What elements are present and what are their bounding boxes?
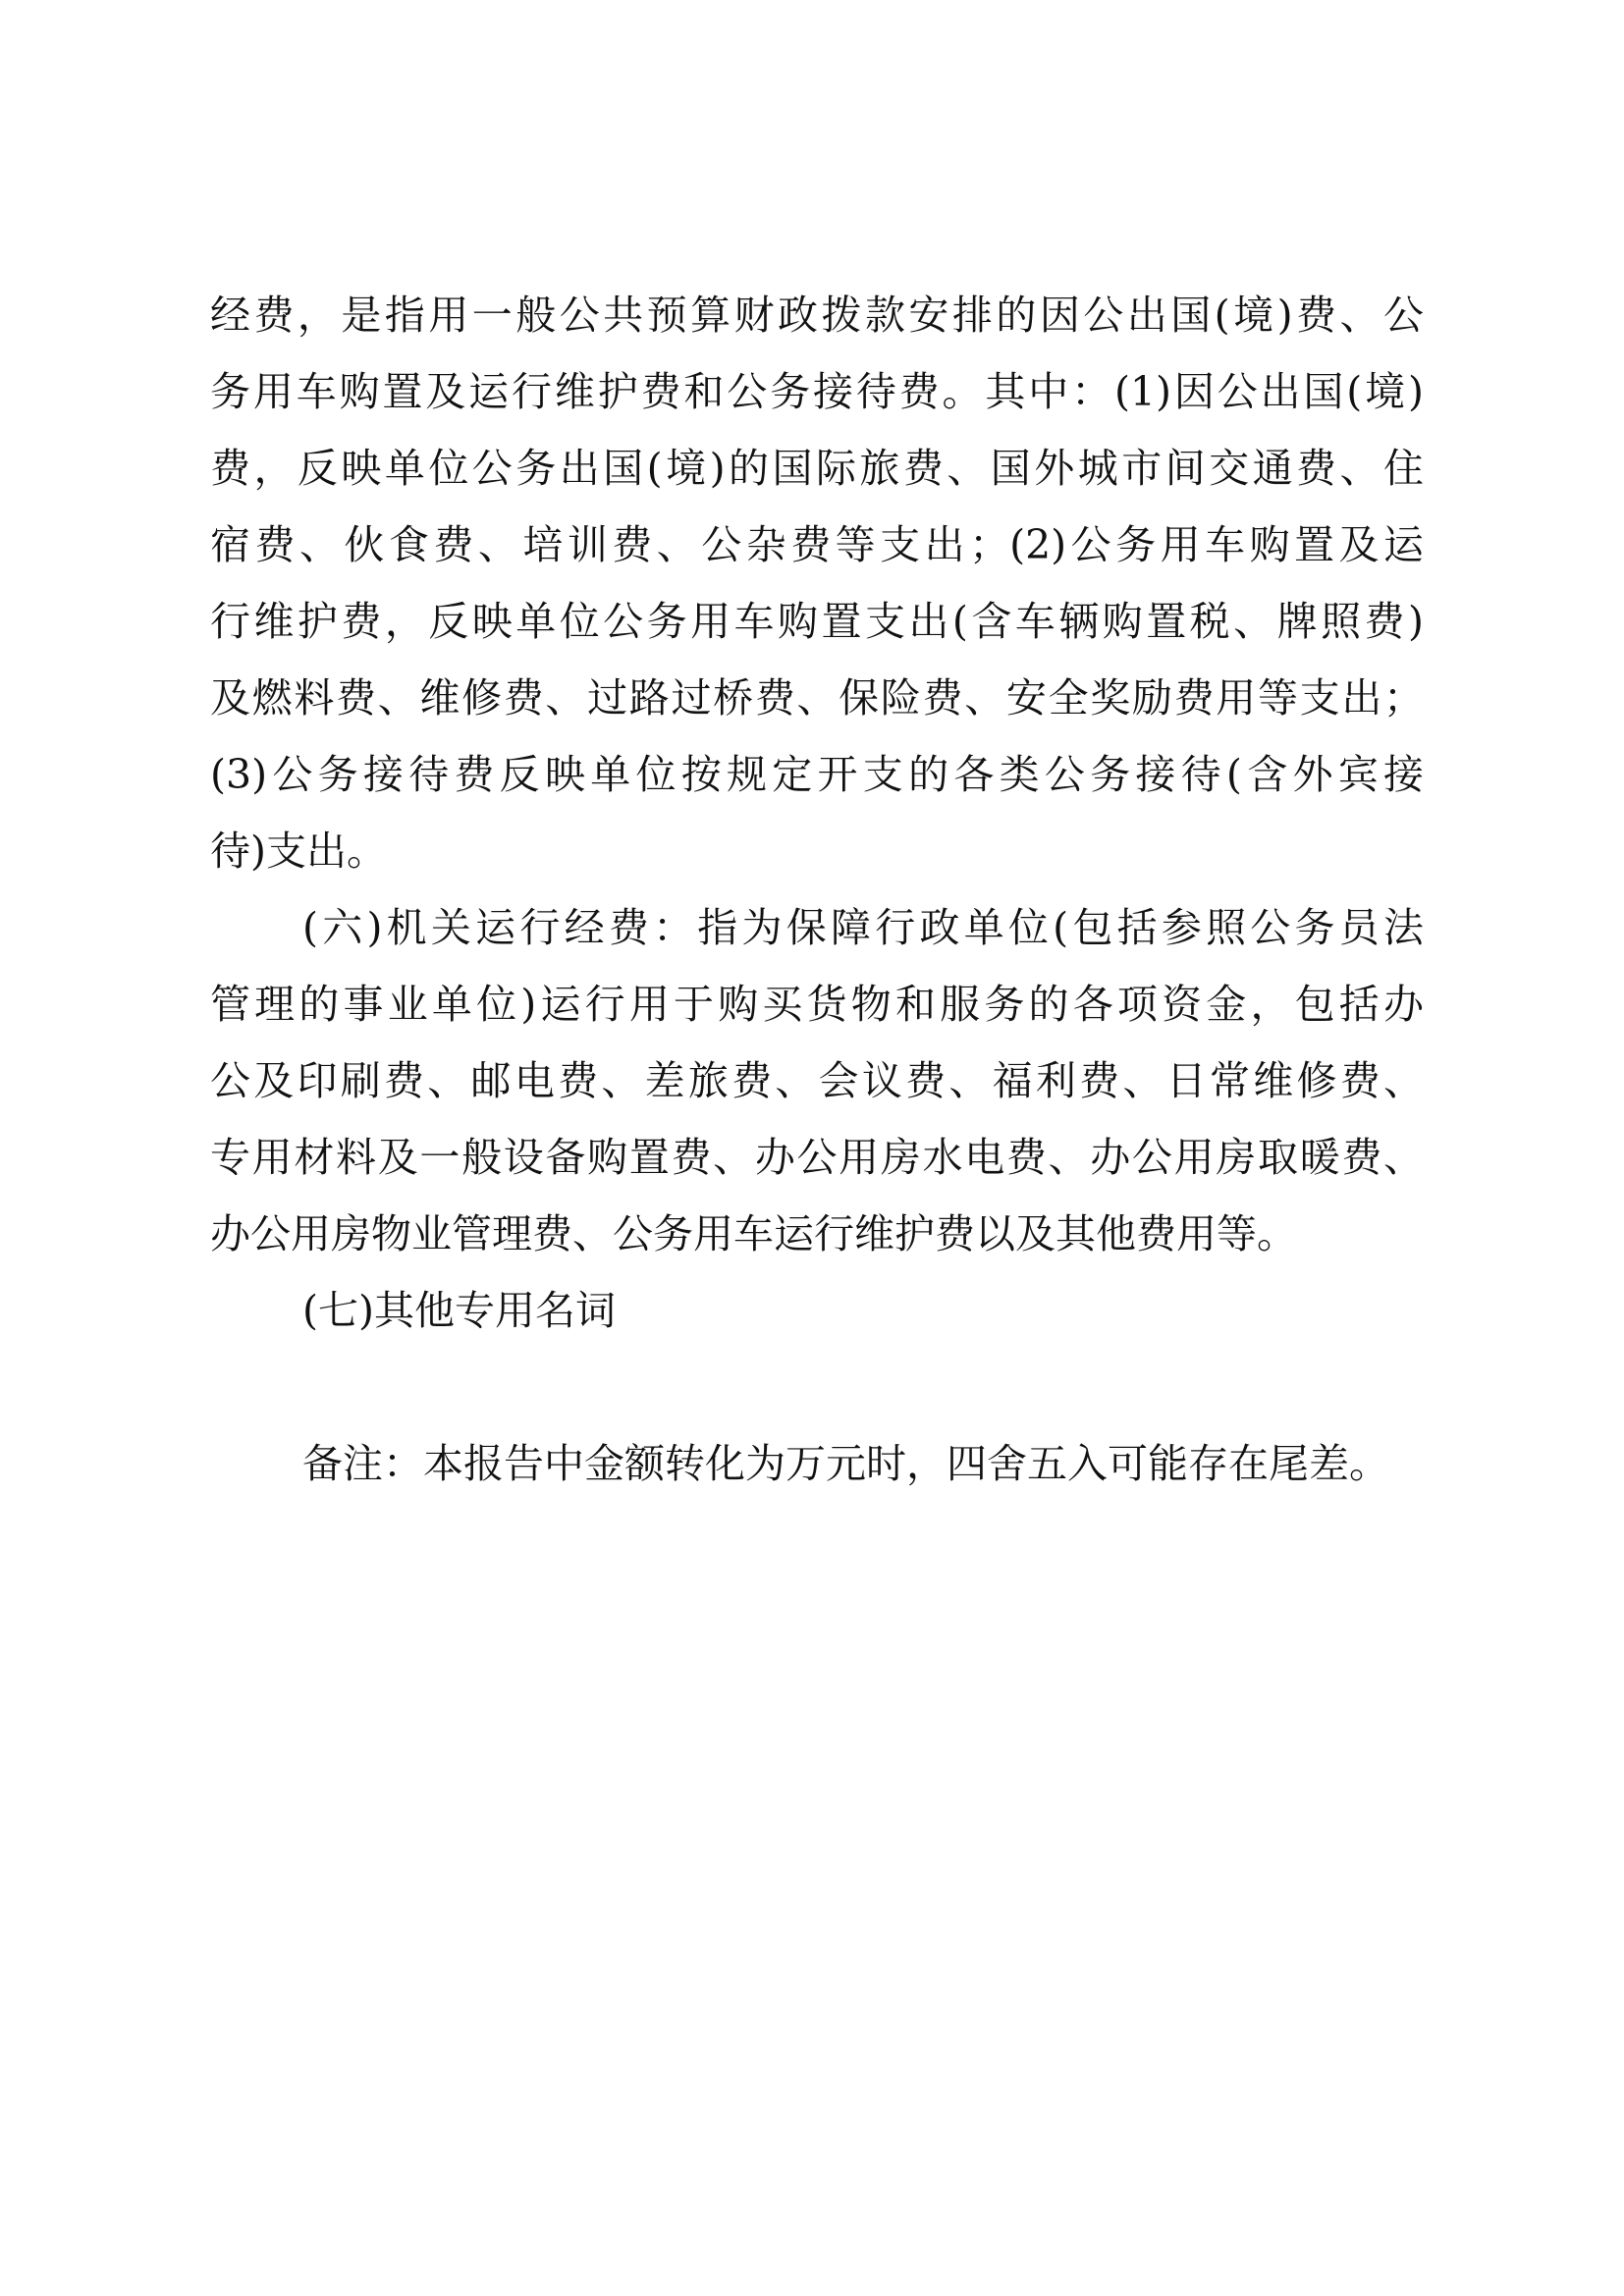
paragraph-public-expenses bbox=[210, 277, 1424, 889]
paragraph-operating-expenses bbox=[210, 889, 1424, 1272]
text-line: 及燃料费、维修费、过路过桥费、保险费、安全奖励费用等支出； bbox=[210, 674, 1424, 721]
document-body bbox=[210, 277, 1424, 1502]
text-line: 专用材料及一般设备购置费、办公用房水电费、办公用房取暖费、 bbox=[210, 1134, 1424, 1181]
text-line: (3)公务接待费反映单位按规定开支的各类公务接待(含外宾接 bbox=[210, 751, 1424, 798]
footnote: 备注：本报告中金额转化为万元时，四舍五入可能存在尾差。 bbox=[302, 1440, 1389, 1487]
text-line: 费，反映单位公务出国(境)的国际旅费、国外城市间交通费、住 bbox=[210, 445, 1424, 492]
text-line: 行维护费，反映单位公务用车购置支出(含车辆购置税、牌照费) bbox=[210, 598, 1424, 645]
text-line: 办公用房物业管理费、公务用车运行维护费以及其他费用等。 bbox=[210, 1210, 1297, 1257]
text-line: 待)支出。 bbox=[210, 828, 387, 875]
text-line: 宿费、伙食费、培训费、公杂费等支出；(2)公务用车购置及运 bbox=[210, 521, 1424, 568]
text-line: 公及印刷费、邮电费、差旅费、会议费、福利费、日常维修费、 bbox=[210, 1057, 1424, 1104]
text-line: 管理的事业单位)运行用于购买货物和服务的各项资金，包括办 bbox=[210, 981, 1424, 1028]
text-line: 经费，是指用一般公共预算财政拨款安排的因公出国(境)费、公 bbox=[210, 292, 1424, 339]
blank-line bbox=[210, 1349, 1424, 1425]
section-heading: (七)其他专用名词 bbox=[302, 1287, 616, 1334]
text-line: 务用车购置及运行维护费和公务接待费。其中：(1)因公出国(境) bbox=[210, 368, 1424, 415]
text-line: (六)机关运行经费：指为保障行政单位(包括参照公务员法 bbox=[302, 904, 1424, 951]
